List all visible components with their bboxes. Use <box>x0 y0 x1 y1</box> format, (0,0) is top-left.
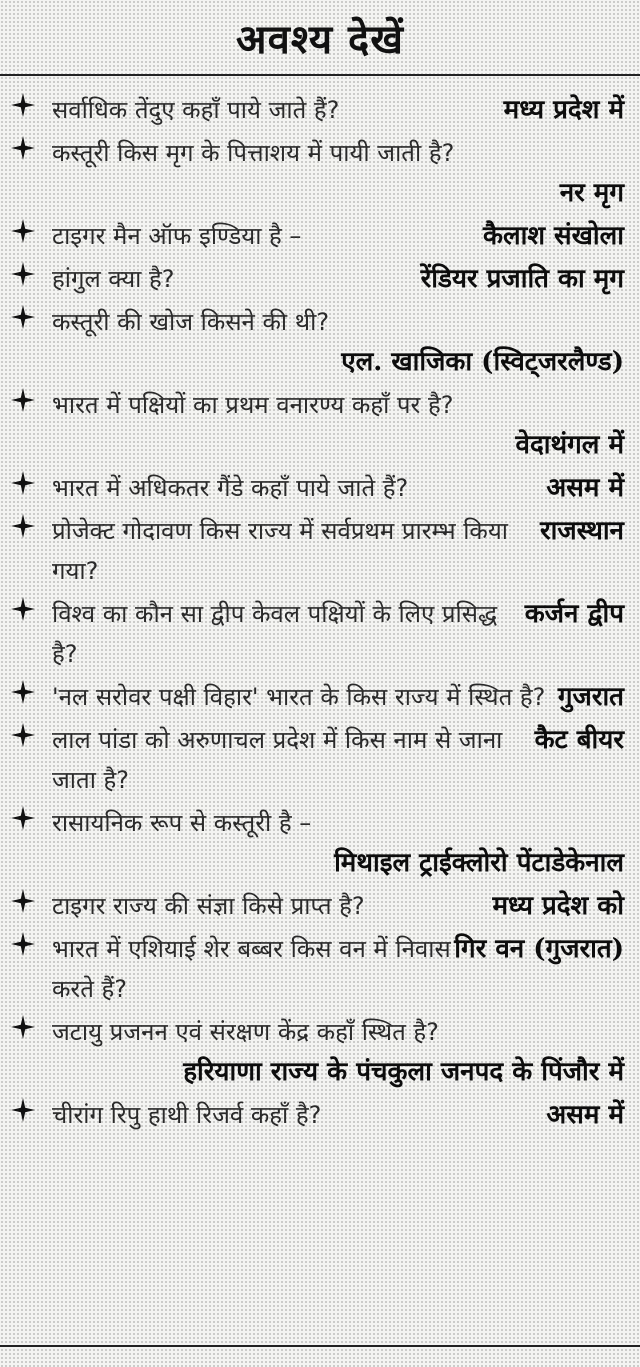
answer-text: वेदाथंगल में <box>515 430 624 460</box>
answer-text: कैलाश संखोला <box>482 221 624 251</box>
question-text: चीरांग रिपु हाथी रिजर्व कहाँ है? <box>52 1101 322 1129</box>
answer-text: एल. खाजिका (स्विट्जरलैण्ड) <box>341 347 624 377</box>
header-bar <box>0 0 640 76</box>
star-bullet-icon <box>10 135 36 161</box>
answer-text: मध्य प्रदेश में <box>503 95 624 125</box>
qa-item <box>0 302 640 382</box>
answer-text: हरियाणा राज्य के पंचकुला जनपद के पिंजौर में <box>183 1057 624 1087</box>
question-text: टाइगर मैन ऑफ इण्डिया है – <box>52 222 302 250</box>
qa-item <box>0 511 640 591</box>
question-text: रासायनिक रूप से कस्तूरी है – <box>52 809 312 837</box>
star-bullet-icon <box>10 596 36 622</box>
answer-text: मध्य प्रदेश को <box>492 891 624 921</box>
question-text: जटायु प्रजनन एवं संरक्षण केंद्र कहाँ स्थित है? <box>52 1018 439 1046</box>
qa-item <box>0 594 640 674</box>
qa-item <box>0 133 640 213</box>
question-text: भारत में एशियाई शेर बब्बर किस वन में निवास करते हैं? <box>52 935 451 1003</box>
answer-text: रेंडियर प्रजाति का मृग <box>420 264 624 294</box>
qa-item <box>0 1012 640 1092</box>
answer-text: राजस्थान <box>539 516 624 546</box>
star-bullet-icon <box>10 931 36 957</box>
question-text: भारत में पक्षियों का प्रथम वनारण्य कहाँ पर है? <box>52 391 454 419</box>
star-bullet-icon <box>10 888 36 914</box>
answer-text: असम में <box>546 1100 624 1130</box>
question-text: हांगुल क्या है? <box>52 265 175 293</box>
question-text: कस्तूरी किस मृग के पित्ताशय में पायी जाती है? <box>52 139 455 167</box>
star-bullet-icon <box>10 722 36 748</box>
star-bullet-icon <box>10 470 36 496</box>
question-text: टाइगर राज्य की संज्ञा किसे प्राप्त है? <box>52 892 365 920</box>
bottom-divider <box>0 1345 640 1347</box>
question-text: कस्तूरी की खोज किसने की थी? <box>52 308 330 336</box>
answer-text: नर मृग <box>559 178 624 208</box>
qa-item <box>0 929 640 1009</box>
star-bullet-icon <box>10 387 36 413</box>
question-text: भारत में अधिकतर गैंडे कहाँ पाये जाते हैं? <box>52 474 409 502</box>
qa-item <box>0 259 640 299</box>
answer-text: गिर वन (गुजरात) <box>454 934 624 964</box>
star-bullet-icon <box>10 218 36 244</box>
star-bullet-icon <box>10 261 36 287</box>
page-title: अवश्य देखें <box>236 15 404 63</box>
answer-text: मिथाइल ट्राईक्लोरो पेंटाडेकेनाल <box>334 848 624 878</box>
star-bullet-icon <box>10 92 36 118</box>
qa-list <box>0 90 640 1135</box>
star-bullet-icon <box>10 1097 36 1123</box>
answer-text: कैट बीयर <box>534 725 624 755</box>
question-text: 'नल सरोवर पक्षी विहार' भारत के किस राज्य में स्थित है? <box>52 683 546 711</box>
star-bullet-icon <box>10 805 36 831</box>
star-bullet-icon <box>10 304 36 330</box>
qa-item <box>0 720 640 800</box>
star-bullet-icon <box>10 679 36 705</box>
qa-item <box>0 385 640 465</box>
qa-item <box>0 677 640 717</box>
star-bullet-icon <box>10 1014 36 1040</box>
answer-text: असम में <box>546 473 624 503</box>
question-text: लाल पांडा को अरुणाचल प्रदेश में किस नाम से जाना जाता है? <box>52 726 503 794</box>
answer-text: कर्जन द्वीप <box>524 599 624 629</box>
qa-item <box>0 216 640 256</box>
qa-item <box>0 1095 640 1135</box>
question-text: विश्व का कौन सा द्वीप केवल पक्षियों के लिए प्रसिद्ध है? <box>52 600 498 668</box>
question-text: सर्वाधिक तेंदुए कहाँ पाये जाते हैं? <box>52 96 340 124</box>
answer-text: गुजरात <box>557 682 624 712</box>
star-bullet-icon <box>10 513 36 539</box>
qa-item <box>0 468 640 508</box>
qa-item <box>0 90 640 130</box>
qa-item <box>0 886 640 926</box>
qa-item <box>0 803 640 883</box>
question-text: प्रोजेक्ट गोदावण किस राज्य में सर्वप्रथम प्रारम्भ किया गया? <box>52 517 509 585</box>
